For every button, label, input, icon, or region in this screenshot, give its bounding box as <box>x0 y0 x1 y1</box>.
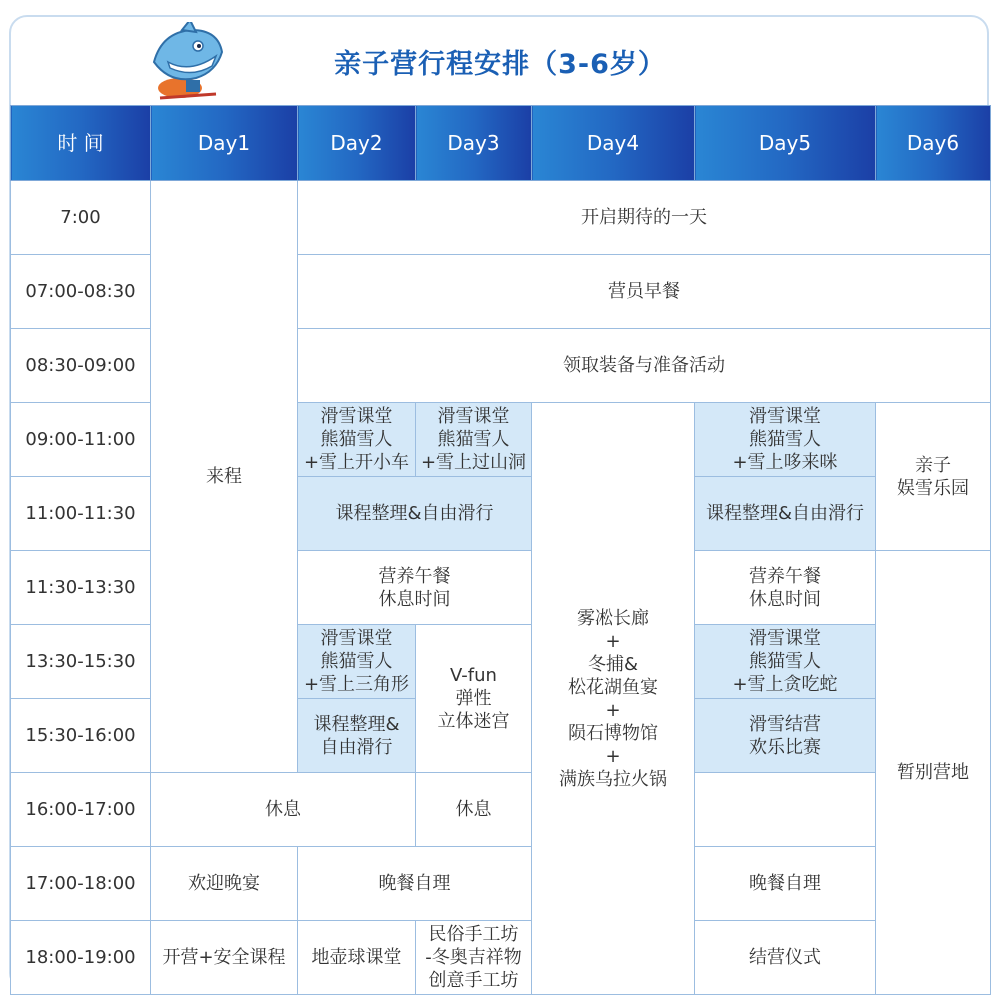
header-row <box>11 106 991 181</box>
header-day5: Day5 <box>695 106 876 181</box>
cell-day23-rest: 休息 <box>151 773 416 847</box>
time-cell: 11:30-13:30 <box>11 551 151 625</box>
cell-day2-review2: 课程整理& 自由滑行 <box>298 699 416 773</box>
cell-start-day: 开启期待的一天 <box>298 181 991 255</box>
cell-day3-evening: 民俗手工坊 -冬奥吉祥物 创意手工坊 <box>416 921 532 995</box>
cell-day1-evening: 开营+安全课程 <box>151 921 298 995</box>
table-row <box>11 921 991 995</box>
cell-day5-dinner: 晚餐自理 <box>695 847 876 921</box>
header-day2: Day2 <box>298 106 416 181</box>
cell-day6-farewell: 暂别营地 <box>876 551 991 995</box>
time-cell: 18:00-19:00 <box>11 921 151 995</box>
time-cell: 08:30-09:00 <box>11 329 151 403</box>
cell-day5-contest: 滑雪结营 欢乐比赛 <box>695 699 876 773</box>
time-cell: 07:00-08:30 <box>11 255 151 329</box>
cell-day5-afternoon: 滑雪课堂 熊猫雪人 +雪上贪吃蛇 <box>695 625 876 699</box>
schedule-table <box>10 105 991 995</box>
time-cell: 11:00-11:30 <box>11 477 151 551</box>
cell-breakfast: 营员早餐 <box>298 255 991 329</box>
cell-day23-dinner: 晚餐自理 <box>298 847 532 921</box>
cell-day3-afternoon: V-fun 弹性 立体迷宫 <box>416 625 532 773</box>
cell-day23-lunch: 营养午餐 休息时间 <box>298 551 532 625</box>
table-row <box>11 847 991 921</box>
page-title: 亲子营行程安排（3-6岁） <box>334 49 666 80</box>
cell-day5-rest: 休息 <box>416 773 532 847</box>
table-row <box>11 181 991 255</box>
cell-day2-morning: 滑雪课堂 熊猫雪人 +雪上开小车 <box>298 403 416 477</box>
cell-day1-dinner: 欢迎晚宴 <box>151 847 298 921</box>
header-day6: Day6 <box>876 106 991 181</box>
header-time: 时 间 <box>11 106 151 181</box>
cell-day5-lunch: 营养午餐 休息时间 <box>695 551 876 625</box>
cell-day5-morning: 滑雪课堂 熊猫雪人 +雪上哆来咪 <box>695 403 876 477</box>
header-day1: Day1 <box>151 106 298 181</box>
cell-day2-evening: 地壶球课堂 <box>298 921 416 995</box>
table-row <box>11 773 991 847</box>
cell-day23-review: 课程整理&自由滑行 <box>298 477 532 551</box>
time-cell: 17:00-18:00 <box>11 847 151 921</box>
header-day3: Day3 <box>416 106 532 181</box>
cell-day5-review: 课程整理&自由滑行 <box>695 477 876 551</box>
cell-day5-evening: 结营仪式 <box>695 921 876 995</box>
header-day4: Day4 <box>532 106 695 181</box>
time-cell: 16:00-17:00 <box>11 773 151 847</box>
cell-day6-morning: 亲子 娱雪乐园 <box>876 403 991 551</box>
cell-day2-afternoon: 滑雪课堂 熊猫雪人 +雪上三角形 <box>298 625 416 699</box>
time-cell: 13:30-15:30 <box>11 625 151 699</box>
cell-arrival: 来程 <box>151 181 298 773</box>
cell-gear-prep: 领取装备与准备活动 <box>298 329 991 403</box>
cell-day4-excursion: 雾凇长廊 + 冬捕& 松花湖鱼宴 + 陨石博物馆 + 满族乌拉火锅 <box>532 403 695 995</box>
time-cell: 09:00-11:00 <box>11 403 151 477</box>
cell-day3-morning: 滑雪课堂 熊猫雪人 +雪上过山洞 <box>416 403 532 477</box>
time-cell: 7:00 <box>11 181 151 255</box>
time-cell: 15:30-16:00 <box>11 699 151 773</box>
